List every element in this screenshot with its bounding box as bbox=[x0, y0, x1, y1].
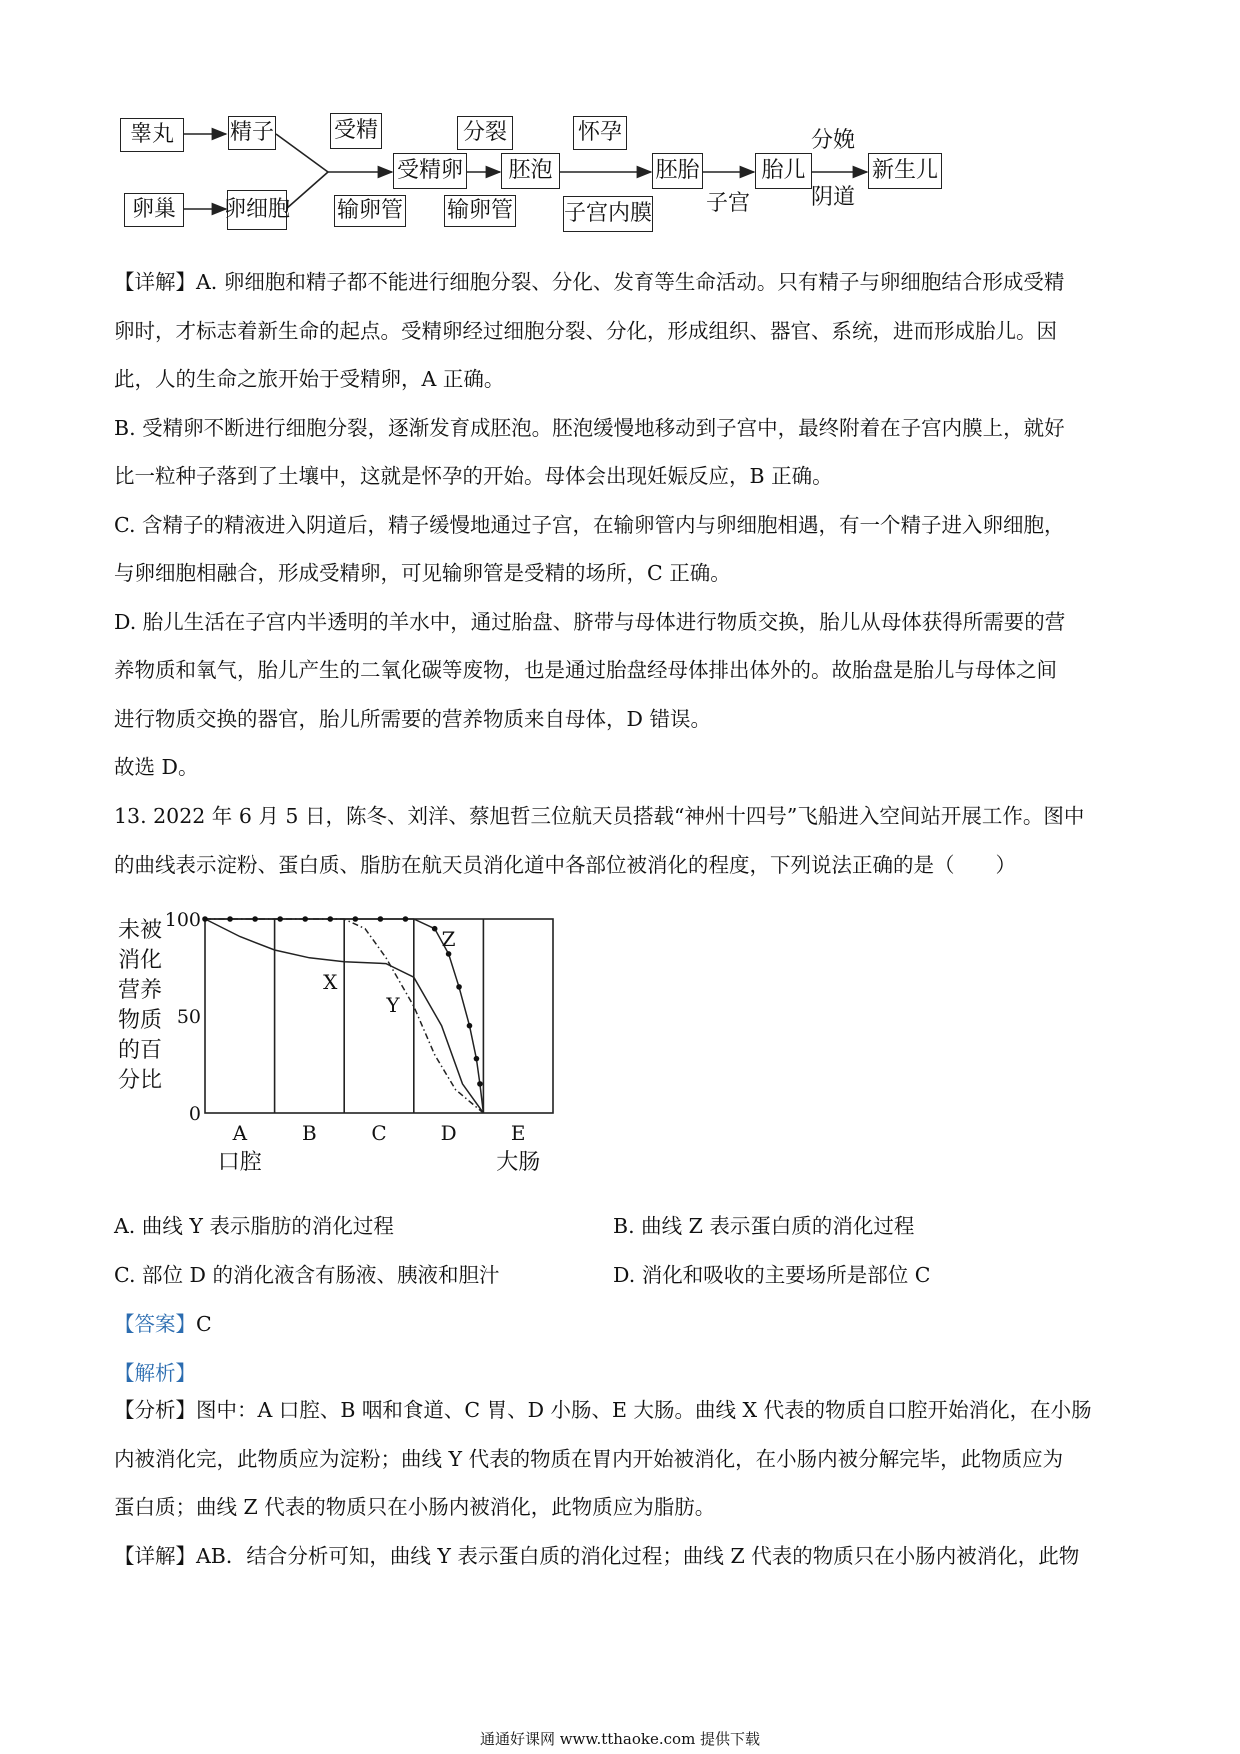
analysis-tag: 【解析】 bbox=[114, 1361, 196, 1385]
uterus-label: 子宫 bbox=[706, 191, 751, 216]
text-line: 【分析】图中：A 口腔、B 咽和食道、C 胃、D 小肠、E 大肠。曲线 X 代表的物质自口腔开始消化，在小肠 bbox=[114, 1398, 1092, 1422]
answer-line bbox=[114, 1314, 212, 1335]
zygote-box: 受精卵 bbox=[393, 153, 467, 189]
x-tick-label: A bbox=[232, 1121, 248, 1145]
y-axis-label-line: 未被 bbox=[117, 918, 163, 943]
newborn-box: 新生儿 bbox=[868, 153, 942, 189]
plot-frame bbox=[205, 919, 553, 1113]
ovary-box: 卵巢 bbox=[124, 193, 184, 227]
text-line: 内被消化完，此物质应为淀粉；曲线 Y 代表的物质在胃内开始被消化，在小肠内被分解完毕，此物质应为 bbox=[114, 1446, 1064, 1471]
oviduct-box-2: 输卵管 bbox=[444, 195, 516, 227]
division-box: 分裂 bbox=[457, 116, 513, 150]
y-axis-label-line: 的百 bbox=[117, 1038, 163, 1063]
x-sublabel: 大肠 bbox=[496, 1150, 541, 1175]
answer-value: C bbox=[196, 1312, 212, 1336]
curve-z-marker bbox=[474, 1056, 480, 1062]
curve-z-marker bbox=[252, 916, 258, 922]
blastocyst-box: 胚泡 bbox=[501, 153, 560, 189]
curve-label-x: X bbox=[323, 969, 338, 994]
y-axis-label-line: 消化 bbox=[117, 948, 163, 973]
curve-label-z: Z bbox=[441, 927, 456, 952]
option-d: D. 消化和吸收的主要场所是部位 C bbox=[613, 1263, 931, 1287]
curve-z-marker bbox=[353, 916, 359, 922]
embryo-box: 胚胎 bbox=[652, 153, 703, 189]
vagina-label: 阴道 bbox=[811, 185, 856, 210]
curve-z-marker bbox=[432, 926, 438, 932]
curve-z-marker bbox=[202, 916, 208, 922]
curve-label-y: Y bbox=[386, 993, 400, 1018]
curve-z-marker bbox=[277, 916, 283, 922]
curve-z-marker bbox=[477, 1081, 483, 1087]
option-c: C. 部位 D 的消化液含有肠液、胰液和胆汁 bbox=[114, 1263, 500, 1287]
text-line: 比一粒种子落到了土壤中，这就是怀孕的开始。母体会出现妊娠反应，B 正确。 bbox=[114, 464, 833, 488]
text-line: 【详解】A. 卵细胞和精子都不能进行细胞分裂、分化、发育等生命活动。只有精子与卵细胞结合形成受精 bbox=[114, 270, 1065, 294]
x-tick-label: B bbox=[302, 1121, 317, 1145]
text-line: 的曲线表示淀粉、蛋白质、脂肪在航天员消化道中各部位被消化的程度，下列说法正确的是（ ） bbox=[114, 852, 1016, 877]
text-line: 【详解】AB．结合分析可知，曲线 Y 表示蛋白质的消化过程；曲线 Z 代表的物质只在小肠内被消化，此物 bbox=[114, 1543, 1080, 1568]
y-tick-label: 50 bbox=[176, 1006, 201, 1028]
x-tick-label: E bbox=[510, 1121, 526, 1145]
text-line: 与卵细胞相融合，形成受精卵，可见输卵管是受精的场所，C 正确。 bbox=[114, 561, 731, 585]
text-line: B. 受精卵不断进行细胞分裂，逐渐发育成胚泡。胚泡缓慢地移动到子宫中，最终附着在子宫内膜上，就好 bbox=[114, 415, 1065, 440]
text-line: 13. 2022 年 6 月 5 日，陈冬、刘洋、蔡旭哲三位航天员搭载“神州十四号”飞船进入空间站开展工作。图中 bbox=[114, 804, 1085, 828]
q12-explanation bbox=[114, 258, 1130, 792]
x-tick-label: D bbox=[440, 1121, 457, 1145]
curve-z-marker bbox=[446, 951, 452, 957]
digestion-chart bbox=[110, 905, 580, 1205]
text-line: 进行物质交换的器官，胎儿所需要的营养物质来自母体，D 错误。 bbox=[114, 706, 711, 731]
text-line: D. 胎儿生活在子宫内半透明的羊水中，通过胎盘、脐带与母体进行物质交换，胎儿从母体获得所需要的营 bbox=[114, 609, 1066, 634]
fetus-box: 胎儿 bbox=[755, 153, 812, 189]
y-axis-label-line: 营养 bbox=[117, 978, 163, 1003]
q13-analysis bbox=[114, 1386, 1130, 1580]
option-b: B. 曲线 Z 表示蛋白质的消化过程 bbox=[613, 1214, 915, 1238]
text-line: 故选 D。 bbox=[114, 755, 199, 779]
sperm-box: 精子 bbox=[228, 116, 276, 150]
testis-box: 睾丸 bbox=[120, 118, 184, 152]
option-a: A. 曲线 Y 表示脂肪的消化过程 bbox=[114, 1214, 394, 1238]
x-sublabel: 口腔 bbox=[217, 1150, 262, 1175]
text-line: 卵时，才标志着新生命的起点。受精卵经过细胞分裂、分化，形成组织、器官、系统，进而形成胎儿。因 bbox=[114, 318, 1057, 343]
oviduct-box-1: 输卵管 bbox=[334, 195, 406, 227]
text-line: 此，人的生命之旅开始于受精卵，A 正确。 bbox=[114, 367, 505, 391]
q13-stem bbox=[114, 792, 1130, 889]
curve-z-marker bbox=[227, 916, 233, 922]
endometrium-box: 子宫内膜 bbox=[563, 196, 653, 232]
curve-z-marker bbox=[378, 916, 384, 922]
x-tick-label: C bbox=[371, 1121, 387, 1145]
answer-tag: 【答案】 bbox=[114, 1312, 196, 1336]
curve-z-marker bbox=[327, 916, 333, 922]
text-line: 养物质和氧气，胎儿产生的二氧化碳等废物，也是通过胎盘经母体排出体外的。故胎盘是胎儿与母体之间 bbox=[114, 658, 1057, 682]
curve-z-marker bbox=[403, 916, 409, 922]
curve-z-marker bbox=[467, 1023, 473, 1029]
text-line: 蛋白质；曲线 Z 代表的物质只在小肠内被消化，此物质应为脂肪。 bbox=[114, 1495, 716, 1519]
fertilization-box: 受精 bbox=[330, 113, 382, 149]
pregnancy-box: 怀孕 bbox=[573, 116, 627, 150]
y-axis-label-line: 物质 bbox=[117, 1008, 163, 1033]
page-footer: 通通好课网 www.tthaoke.com 提供下载 bbox=[479, 1730, 761, 1748]
y-axis-label-line: 分比 bbox=[117, 1068, 163, 1093]
text-line: C. 含精子的精液进入阴道后，精子缓慢地通过子宫，在输卵管内与卵细胞相遇，有一个精子进入卵细胞， bbox=[114, 512, 1065, 537]
y-tick-label: 0 bbox=[188, 1103, 201, 1125]
curve-z-marker bbox=[456, 984, 462, 990]
y-tick-label: 100 bbox=[164, 909, 201, 931]
egg-box: 卵细胞 bbox=[227, 190, 287, 230]
delivery-label: 分娩 bbox=[811, 128, 856, 153]
curve-z-marker bbox=[302, 916, 308, 922]
